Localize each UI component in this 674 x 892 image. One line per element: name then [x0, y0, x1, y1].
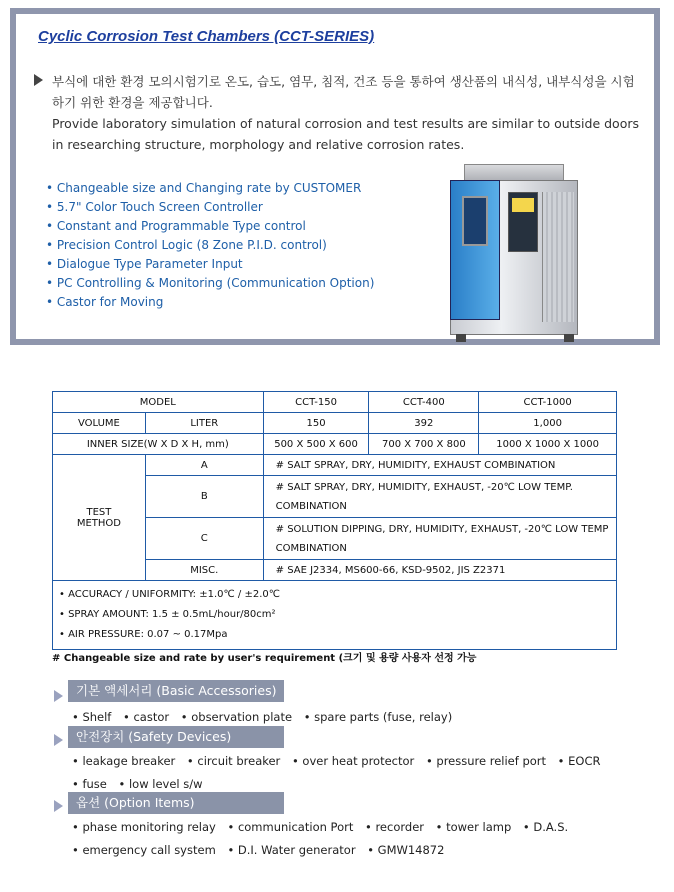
feature-item: • Dialogue Type Parameter Input — [46, 255, 374, 274]
test-method-label — [53, 455, 146, 581]
model-header: MODEL — [53, 392, 264, 413]
section-header-safety-devices: 안전장치 (Safety Devices) — [68, 726, 284, 748]
page-title: Cyclic Corrosion Test Chambers (CCT-SERIES) — [38, 28, 375, 45]
feature-item: • PC Controlling & Monitoring (Communication Option) — [46, 274, 374, 293]
triangle-bullet-icon — [54, 800, 63, 812]
inner-size-cell: 1000 X 1000 X 1000 — [479, 434, 617, 455]
method-key: B — [145, 476, 263, 518]
list-item: • circuit breaker — [187, 754, 280, 768]
option-items-list — [72, 816, 576, 862]
model-cell: CCT-400 — [369, 392, 479, 413]
triangle-bullet-icon — [34, 74, 43, 86]
method-desc: # SAE J2334, MS600-66, KSD-9502, JIS Z2371 — [263, 560, 616, 581]
method-key: A — [145, 455, 263, 476]
table-row — [53, 581, 617, 650]
feature-item: • Castor for Moving — [46, 293, 374, 312]
volume-cell: 150 — [263, 413, 369, 434]
volume-unit: LITER — [145, 413, 263, 434]
spec-notes — [53, 581, 617, 650]
method-desc: # SALT SPRAY, DRY, HUMIDITY, EXHAUST, -20℃ LOW TEMP. COMBINATION — [263, 476, 616, 518]
list-line — [72, 816, 576, 839]
spec-table — [52, 391, 617, 650]
intro-korean: 부식에 대한 환경 모의시험기로 온도, 습도, 염무, 침적, 건조 등을 통하여 생산품의 내식성, 내부식성을 시험하기 위한 환경을 제공합니다. — [52, 74, 635, 110]
list-item: • fuse — [72, 777, 107, 791]
section-header-option-items: 옵션 (Option Items) — [68, 792, 284, 814]
table-row — [53, 413, 617, 434]
list-item: • Shelf — [72, 710, 111, 724]
list-item: • pressure relief port — [426, 754, 546, 768]
triangle-bullet-icon — [54, 690, 63, 702]
list-item: • tower lamp — [436, 820, 512, 834]
table-row — [53, 434, 617, 455]
inner-size-label: INNER SIZE(W X D X H, mm) — [53, 434, 264, 455]
feature-item: • 5.7" Color Touch Screen Controller — [46, 198, 374, 217]
list-item: • D.A.S. — [523, 820, 568, 834]
volume-label: VOLUME — [53, 413, 146, 434]
list-item: • EOCR — [558, 754, 601, 768]
table-row — [53, 392, 617, 413]
method-key: MISC. — [145, 560, 263, 581]
table-row — [53, 455, 617, 476]
feature-list — [46, 179, 374, 312]
spec-note: • AIR PRESSURE: 0.07 ~ 0.17Mpa — [59, 629, 228, 640]
list-item: • observation plate — [181, 710, 292, 724]
section-header-basic-accessories: 기본 액세서리 (Basic Accessories) — [68, 680, 284, 702]
feature-item: • Changeable size and Changing rate by CUSTOMER — [46, 179, 374, 198]
spec-note: • ACCURACY / UNIFORMITY: ±1.0℃ / ±2.0℃ — [59, 589, 280, 600]
list-item: • castor — [123, 710, 169, 724]
inner-size-cell: 500 X 500 X 600 — [263, 434, 369, 455]
model-cell: CCT-150 — [263, 392, 369, 413]
volume-cell: 392 — [369, 413, 479, 434]
volume-cell: 1,000 — [479, 413, 617, 434]
intro-block — [34, 71, 644, 155]
list-line — [72, 750, 608, 773]
intro-english: Provide laboratory simulation of natural corrosion and test results are similar to outside doors in researching structure, morphology and relative corrosion rates. — [52, 116, 640, 152]
method-desc: # SALT SPRAY, DRY, HUMIDITY, EXHAUST COMBINATION — [263, 455, 616, 476]
method-desc: # SOLUTION DIPPING, DRY, HUMIDITY, EXHAUST, -20℃ LOW TEMP COMBINATION — [263, 518, 616, 560]
list-item: • emergency call system — [72, 843, 216, 857]
list-item: • leakage breaker — [72, 754, 175, 768]
model-cell: CCT-1000 — [479, 392, 617, 413]
test-method-label-line: METHOD — [76, 517, 122, 529]
list-item: • phase monitoring relay — [72, 820, 216, 834]
list-item: • low level s/w — [119, 777, 203, 791]
method-key: C — [145, 518, 263, 560]
test-method-label-line: TEST — [86, 506, 112, 518]
list-line — [72, 839, 576, 862]
feature-item: • Constant and Programmable Type control — [46, 217, 374, 236]
list-item: • GMW14872 — [367, 843, 444, 857]
list-item: • recorder — [365, 820, 424, 834]
list-item: • communication Port — [228, 820, 354, 834]
product-intro-panel — [10, 8, 660, 345]
table-footnote: # Changeable size and rate by user's requirement (크기 및 용량 사용자 선정 가능 — [52, 653, 477, 664]
list-item: • D.I. Water generator — [227, 843, 355, 857]
inner-size-cell: 700 X 700 X 800 — [369, 434, 479, 455]
chamber-product-image — [446, 164, 581, 344]
feature-item: • Precision Control Logic (8 Zone P.I.D. control) — [46, 236, 374, 255]
list-item: • over heat protector — [292, 754, 414, 768]
triangle-bullet-icon — [54, 734, 63, 746]
safety-devices-list — [72, 750, 608, 796]
list-item: • spare parts (fuse, relay) — [304, 710, 453, 724]
spec-note: • SPRAY AMOUNT: 1.5 ± 0.5mL/hour/80cm² — [59, 609, 276, 620]
